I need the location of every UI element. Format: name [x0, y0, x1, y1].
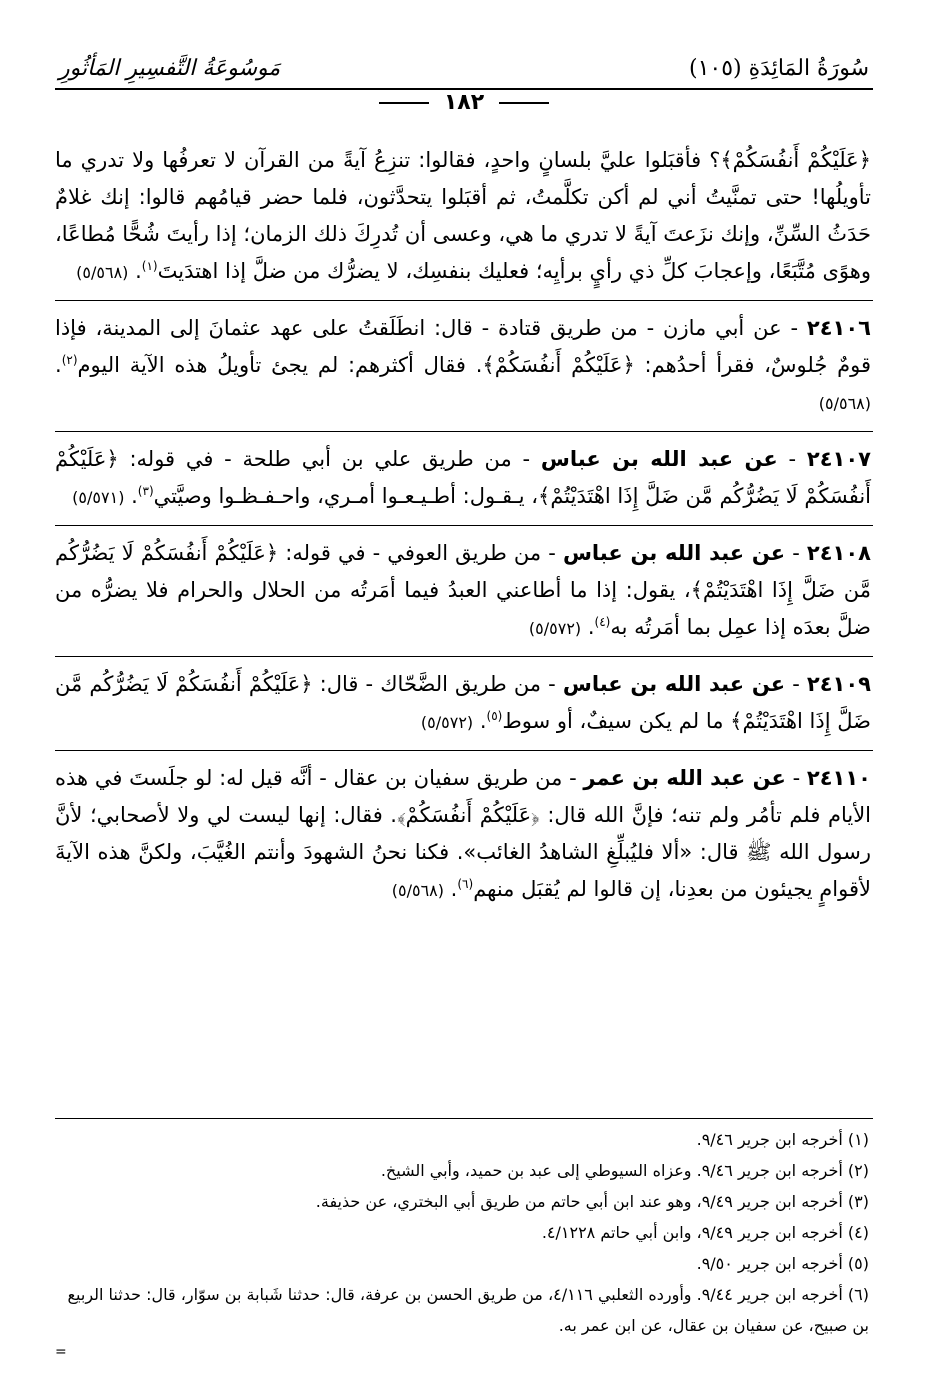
paragraph-text: - عن أبي مازن - من طريق قتادة - قال: انطَلَقتُ على عهد عثمانَ إلى المدينة، فإذا قومٌ جُلوسٌ، فقرأ أحدُهم: ﴿عَلَيْكُمْ أَنفُسَكُمْ﴾. فقال أكثرهم: لم يجئ تأويلُ هذه الآية اليوم — [55, 316, 871, 377]
footnote: (٣) أخرجه ابن جرير ٩/٤٩، وهو عند ابن أبي حاتم من طريق أبي البختري، عن حذيفة. — [315, 1192, 869, 1211]
book-title: مَوسُوعَةُ التَّفسِيرِ المَأثُورِ — [59, 56, 281, 81]
footnote-separator — [55, 1118, 873, 1119]
entry-number: ٢٤١٠٩ — [806, 672, 871, 696]
source-reference: (٥/٥٧٢) — [420, 713, 474, 732]
paragraph-text: ﴿عَلَيْكُمْ أَنفُسَكُمْ﴾؟ فأقبَلوا عليَّ بلسانٍ واحدٍ، فقالوا: تنزِعُ آيةً من القرآن لا تعرفُها ولا تدري ما تأويلُها! حتى تمنَّيتُ أني لم أكن تكلَّمتُ، ثم أقبَلوا يتحدَّثون، فلما حضر قيامُهم قالوا: إنك غلامٌ حَدَثُ السِّنِّ، وإنك نزَعتَ آيةً لا تدري ما هي، وعسى أن تُدرِكَ ذلك الزمان؛ إذا رأيتَ شُحًّا مُطاعًا، وهوًى مُتَّبَعًا، وإعجابَ كلِّ ذي رأيٍ برأيِه؛ فعليك بنفسِك، لا يضرُّك من ضلَّ إذا اهتدَيتَ — [55, 148, 871, 283]
ornament-rule — [499, 102, 549, 104]
footnote: (٢) أخرجه ابن جرير ٩/٤٦. وعزاه السيوطي إلى عبد بن حميد، وأبي الشيخ. — [380, 1161, 869, 1180]
narrator: عن عبد الله بن عباس — [562, 541, 786, 565]
page-number-banner — [55, 90, 873, 118]
paragraph-text: - من طريق الضَّحّاك - قال: ﴿عَلَيْكُمْ أَنفُسَكُمْ لَا يَضُرُّكُم مَّن ضَلَّ إِذَا اهْتَدَيْتُمْ﴾ ما لم يكن سيفٌ، أو سوط — [55, 672, 871, 733]
entry: ٢٤١٠٦ - عن أبي مازن - من طريق قتادة - قال: انطَلَقتُ على عهد عثمانَ إلى المدينة، فإذا قومٌ جُلوسٌ، فقرأ أحدُهم: ﴿عَلَيْكُمْ أَنفُسَكُمْ﴾. فقال أكثرهم: لم يجئ تأويلُ هذه الآية اليوم$^{(٢)}$. (٥/٥٦٨) — [55, 316, 871, 413]
entry-divider — [55, 656, 873, 657]
paragraph: ﴿عَلَيْكُمْ أَنفُسَكُمْ﴾؟ فأقبَلوا عليَّ بلسانٍ واحدٍ، فقالوا: تنزِعُ آيةً من القرآن لا تعرفُها ولا تدري ما تأويلُها! حتى تمنَّيتُ أني لم أكن تكلَّمتُ، ثم أقبَلوا يتحدَّثون، فلما حضر قيامُهم قالوا: إنك غلامٌ حَدَثُ السِّنِّ، وإنك نزَعتَ آيةً لا تدري ما هي، وعسى أن تُدرِكَ ذلك الزمان؛ إذا رأيتَ شُحًّا مُطاعًا، وهوًى مُتَّبَعًا، وإعجابَ كلِّ ذي رأيٍ برأيِه؛ فعليك بنفسِك، لا يضرُّك من ضلَّ إذا اهتدَيتَ$^{(١)}$. (٥/٥٦٨) — [55, 148, 871, 283]
narrator: عن عبد الله بن عباس — [562, 672, 786, 696]
narrator: عن عبد الله بن عباس — [540, 447, 778, 471]
footnote: (٥) أخرجه ابن جرير ٩/٥٠. — [696, 1254, 869, 1273]
footnote: (٦) أخرجه ابن جرير ٩/٤٤. وأورده الثعلبي ٤/١١٦، من طريق الحسن بن عرفة، قال: حدثنا شَبابة بن سوّار، قال: حدثنا الربيع بن صبيح، عن سفيان بن عقال، عن ابن عمر به. — [67, 1285, 869, 1335]
footnote-marker: (٣) — [137, 484, 154, 498]
paragraph-text: - من طريق علي بن أبي طلحة - في قوله: ﴿عَلَيْكُمْ أَنفُسَكُمْ لَا يَضُرُّكُم مَّن ضَلَّ إِذَا اهْتَدَيْتُمْ﴾، يـقـول: أطـيـعـوا أمـري، واحـفـظـوا وصيَّتي — [55, 447, 871, 508]
ornament-rule — [379, 102, 429, 104]
narrator: عن عبد الله بن عمر — [583, 766, 786, 790]
entry: ٢٤١٠٩ - عن عبد الله بن عباس - من طريق الضَّحّاك - قال: ﴿عَلَيْكُمْ أَنفُسَكُمْ لَا يَضُرُّكُم مَّن ضَلَّ إِذَا اهْتَدَيْتُمْ﴾ ما لم يكن سيفٌ، أو سوط$^{(٥)}$. (٥/٥٧٢) — [55, 672, 871, 733]
paragraph-text: - من طريق سفيان بن عقال - أنَّه قيل له: لو جلَستَ في هذه الأيام فلم تأمُر ولم تنه؛ فإنَّ الله قال: ﴿عَلَيْكُمْ أَنفُسَكُمْ﴾. فقال: إنها ليست لي ولا لأصحابي؛ لأنَّ رسول الله ﷺ قال: «ألا فليُبلِّغِ الشاهدُ الغائب». فكنا نحنُ الشهودَ وأنتم الغُيَّبَ، ولكنَّ هذه الآيةَ لأقوامٍ يجيئون من بعدِنا، إن قالوا لم يُقبَل منهم — [55, 766, 871, 901]
entry-number: ٢٤١٠٦ — [806, 316, 871, 340]
footnote-marker: (٤) — [594, 615, 611, 629]
entry-number: ٢٤١٠٨ — [806, 541, 871, 565]
source-reference: (٥/٥٧٢) — [528, 619, 582, 638]
entry-divider — [55, 431, 873, 432]
footnote-marker: (٢) — [61, 353, 78, 367]
continuation-marker: = — [55, 1344, 67, 1360]
main-text — [55, 136, 873, 915]
entry-divider — [55, 300, 873, 301]
footnote: (١) أخرجه ابن جرير ٩/٤٦. — [696, 1130, 869, 1149]
entry: ٢٤١١٠ - عن عبد الله بن عمر - من طريق سفيان بن عقال - أنَّه قيل له: لو جلَستَ في هذه الأيام فلم تأمُر ولم تنه؛ فإنَّ الله قال: ﴿عَلَيْكُمْ أَنفُسَكُمْ﴾. فقال: إنها ليست لي ولا لأصحابي؛ لأنَّ رسول الله ﷺ قال: «ألا فليُبلِّغِ الشاهدُ الغائب». فكنا نحنُ الشهودَ وأنتم الغُيَّبَ، ولكنَّ هذه الآيةَ لأقوامٍ يجيئون من بعدِنا، إن قالوا لم يُقبَل منهم$^{(٦)}$. (٥/٥٦٨) — [55, 766, 871, 901]
entry: ٢٤١٠٧ - عن عبد الله بن عباس - من طريق علي بن أبي طلحة - في قوله: ﴿عَلَيْكُمْ أَنفُسَكُمْ لَا يَضُرُّكُم مَّن ضَلَّ إِذَا اهْتَدَيْتُمْ﴾، يـقـول: أطـيـعـوا أمـري، واحـفـظـوا وصيَّتي$^{(٣)}$. (٥/٥٧١) — [55, 447, 871, 508]
page-number: ١٨٢ — [443, 90, 485, 115]
source-reference: (٥/٥٧١) — [72, 488, 125, 507]
surah-title: سُورَةُ المَائِدَةِ (١٠٥) — [689, 56, 869, 81]
source-reference: (٥/٥٦٨) — [391, 881, 444, 900]
page — [55, 50, 873, 1360]
running-header — [55, 50, 873, 90]
paragraph-text: - من طريق العوفي - في قوله: ﴿عَلَيْكُمْ أَنفُسَكُمْ لَا يَضُرُّكُم مَّن ضَلَّ إِذَا اهْتَدَيْتُمْ﴾، يقول: إذا ما أطاعني العبدُ فيما أمَرتُه من الحلال والحرام فلا يضرُّه من ضلَّ بعدَه إذا عمِل بما أمَرتُه به — [55, 541, 871, 639]
footnote-marker: (٥) — [486, 709, 503, 723]
footnote-marker: (٦) — [457, 877, 474, 891]
entry-number: ٢٤١١٠ — [806, 766, 871, 790]
entry: ٢٤١٠٨ - عن عبد الله بن عباس - من طريق العوفي - في قوله: ﴿عَلَيْكُمْ أَنفُسَكُمْ لَا يَضُرُّكُم مَّن ضَلَّ إِذَا اهْتَدَيْتُمْ﴾، يقول: إذا ما أطاعني العبدُ فيما أمَرتُه من الحلال والحرام فلا يضرُّه من ضلَّ بعدَه إذا عمِل بما أمَرتُه به$^{(٤)}$. (٥/٥٧٢) — [55, 541, 871, 639]
footnote-marker: (١) — [141, 259, 158, 273]
entry-number: ٢٤١٠٧ — [806, 447, 871, 471]
source-reference: (٥/٥٦٨) — [76, 263, 129, 282]
footnotes — [55, 1124, 873, 1341]
footnote: (٤) أخرجه ابن جرير ٩/٤٩، وابن أبي حاتم ٤/١٢٢٨. — [541, 1223, 869, 1242]
entry-divider — [55, 750, 873, 751]
source-reference: (٥/٥٦٨) — [818, 394, 871, 413]
entry-divider — [55, 525, 873, 526]
